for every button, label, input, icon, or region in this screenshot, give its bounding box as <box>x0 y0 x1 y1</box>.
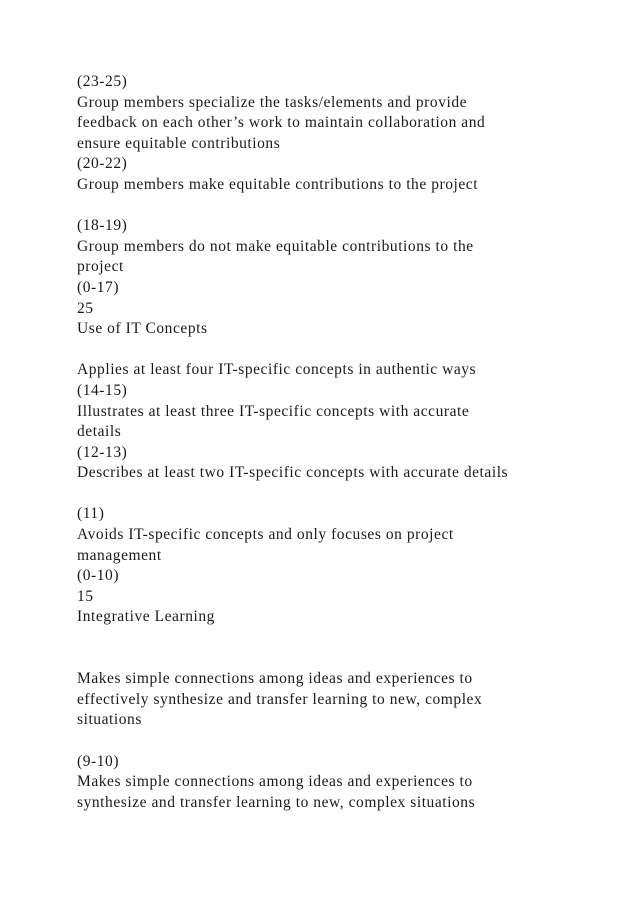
criterion-text: Applies at least four IT-specific concepts in authentic ways <box>77 361 477 379</box>
score-range: (12-13) <box>77 443 128 461</box>
blank-line <box>77 649 617 670</box>
score-range: (23-25) <box>77 73 128 90</box>
criterion-text: Describes at least two IT-specific concepts with accurate details <box>77 464 509 482</box>
blank-line <box>77 731 617 752</box>
criterion-text: details <box>77 423 122 441</box>
blank-line <box>77 340 617 361</box>
score-range: (0-10) <box>77 567 120 585</box>
criterion-text: ensure equitable contributions <box>77 134 281 152</box>
criterion-text: effectively synthesize and transfer learning to new, complex <box>77 690 483 708</box>
score-range: (18-19) <box>77 217 128 235</box>
criterion-text: Makes simple connections among ideas and experiences to <box>77 670 473 688</box>
criterion-text: Group members do not make equitable contributions to the <box>77 237 474 255</box>
score-range: (11) <box>77 505 105 523</box>
blank-line <box>77 196 617 217</box>
score-range: (9-10) <box>77 752 120 770</box>
score-range: (0-17) <box>77 278 120 296</box>
document-body <box>77 72 617 813</box>
blank-line <box>77 628 617 649</box>
point-value: 25 <box>77 299 94 317</box>
criterion-text: synthesize and transfer learning to new, complex situations <box>77 793 476 811</box>
section-heading: Use of IT Concepts <box>77 320 208 338</box>
criterion-text: Illustrates at least three IT-specific concepts with accurate <box>77 402 470 420</box>
criterion-text: Makes simple connections among ideas and experiences to <box>77 773 473 791</box>
point-value: 15 <box>77 587 94 605</box>
section-heading: Integrative Learning <box>77 608 215 626</box>
criterion-text: feedback on each other’s work to maintain collaboration and <box>77 114 486 132</box>
criterion-text: management <box>77 546 162 564</box>
criterion-text: project <box>77 258 124 276</box>
criterion-text: Group members make equitable contributions to the project <box>77 175 479 193</box>
criterion-text: situations <box>77 711 142 729</box>
score-range: (20-22) <box>77 155 128 173</box>
score-range: (14-15) <box>77 381 128 399</box>
criterion-text: Group members specialize the tasks/elements and provide <box>77 93 468 111</box>
criterion-text: Avoids IT-specific concepts and only focuses on project <box>77 526 454 544</box>
blank-line <box>77 484 617 505</box>
